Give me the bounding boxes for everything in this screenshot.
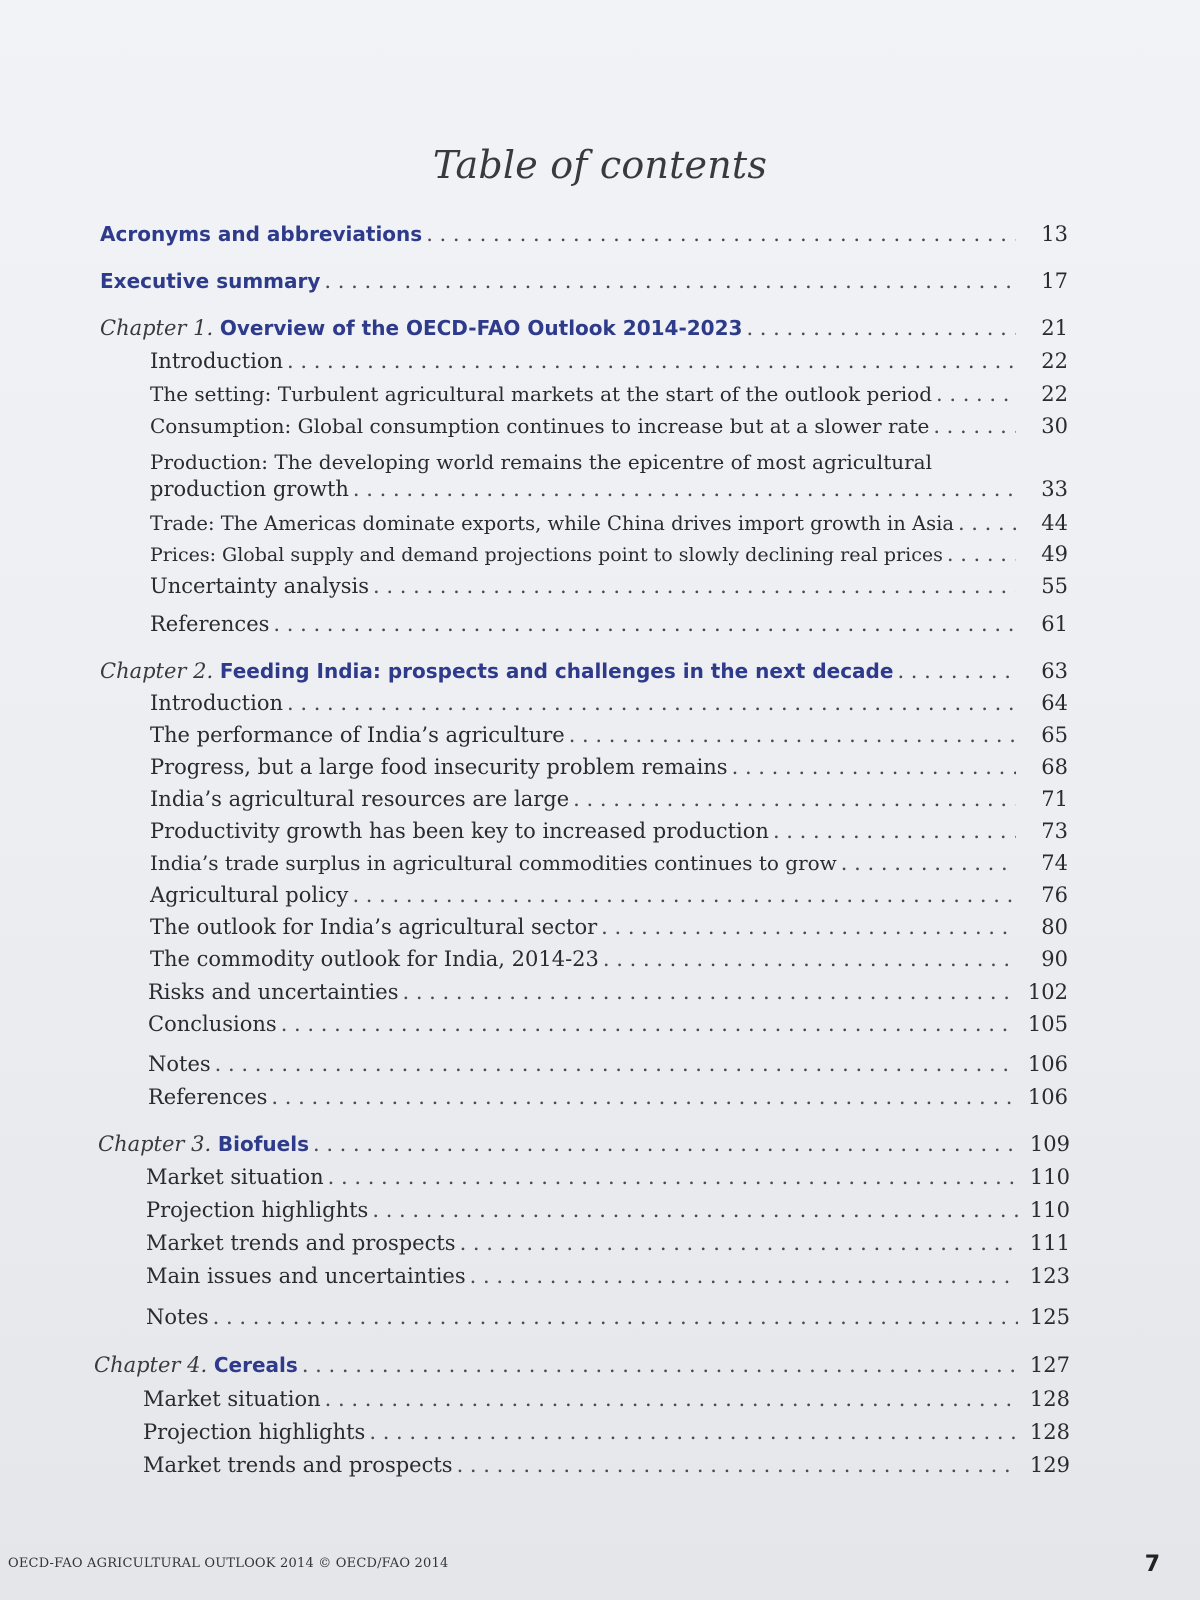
dot-leader [569,723,1016,747]
toc-entry-label: Introduction [150,691,283,715]
toc-entry[interactable] [150,787,1068,817]
toc-page-number: 22 [1041,349,1068,373]
toc-entry-label: Prices: Global supply and demand projections point to slowly declining real prices [150,544,943,566]
toc-entry-label: Introduction [150,349,283,373]
toc-page-number: 71 [1041,787,1068,811]
toc-entry-label: Executive summary [100,269,321,293]
toc-page-number: 22 [1041,382,1068,406]
toc-entry[interactable] [150,691,1068,721]
dot-leader [457,1453,1018,1477]
dot-leader [936,382,1016,406]
toc-page-number: 127 [1029,1353,1070,1377]
page-title: Table of contents [432,143,768,187]
toc-entry[interactable] [150,612,1068,642]
dot-leader [273,612,1016,636]
toc-chapter-2[interactable] [100,659,1068,689]
toc-entry-label: Notes [146,1305,209,1329]
footer-page-number: 7 [1144,1552,1160,1577]
dot-leader [933,414,1016,438]
toc-page-number: 64 [1041,691,1068,715]
dot-leader [302,1353,1018,1377]
toc-page-number: 106 [1027,1085,1068,1109]
toc-entry-label: The outlook for India’s agricultural sector [150,915,598,939]
toc-entry[interactable] [150,851,1068,881]
toc-entry-label: Market trends and prospects [146,1231,456,1255]
toc-page-number: 110 [1029,1198,1070,1222]
toc-page-number: 128 [1029,1420,1070,1444]
dot-leader [287,349,1016,373]
dot-leader [271,1085,1016,1109]
dot-leader [746,316,1016,340]
dot-leader [897,659,1016,683]
toc-page-number: 90 [1041,947,1068,971]
toc-entry[interactable] [148,1052,1068,1082]
toc-entry-label: India’s trade surplus in agricultural commodities continues to grow [150,851,837,875]
chapter-prefix: Chapter 2. [100,659,214,683]
dot-leader [373,574,1016,598]
toc-entry-label: References [150,612,270,636]
toc-page-number: 76 [1041,883,1068,907]
toc-entry-label: Market situation [143,1387,321,1411]
dot-leader [328,1165,1018,1189]
dot-leader [353,477,1016,501]
toc-page-number: 55 [1041,574,1068,598]
toc-page-number: 111 [1029,1231,1070,1255]
toc-entry-acronyms[interactable] [100,222,1068,252]
toc-page-number: 63 [1041,659,1068,683]
chapter-title: Overview of the OECD-FAO Outlook 2014-2023 [219,316,743,340]
toc-entry-line1 [150,450,932,474]
toc-page-number: 74 [1041,851,1068,875]
dot-leader [287,691,1016,715]
chapter-prefix: Chapter 1. [100,316,214,340]
toc-chapter-3[interactable] [98,1132,1070,1162]
toc-entry-label: Uncertainty analysis [150,574,370,598]
toc-page-number: 123 [1029,1264,1070,1288]
toc-entry-label: The setting: Turbulent agricultural markets at the start of the outlook period [150,382,932,406]
toc-entry-label: References [148,1085,268,1109]
toc-page-number: 129 [1029,1453,1070,1477]
toc-entry[interactable] [148,1085,1068,1115]
dot-leader [372,1198,1018,1222]
toc-entry[interactable] [150,947,1068,977]
toc-entry[interactable] [150,755,1068,785]
dot-leader [947,542,1016,566]
toc-entry-label: Production: The developing world remains the epicentre of most agricultural [150,450,933,474]
toc-entry-label: Projection highlights [143,1420,366,1444]
toc-entry-label: Trade: The Americas dominate exports, while China drives import growth in Asia [150,512,954,535]
toc-entry-label: Market situation [146,1165,324,1189]
toc-entry[interactable] [150,349,1068,379]
toc-chapter-1[interactable] [100,316,1068,346]
toc-entry-label: Notes [148,1052,211,1076]
toc-chapter-4[interactable] [94,1353,1070,1383]
toc-page-number: 61 [1041,612,1068,636]
toc-page-number: 68 [1041,755,1068,779]
chapter-title: Feeding India: prospects and challenges in the next decade [219,659,894,683]
toc-entry-label: Agricultural policy [150,883,349,907]
dot-leader [958,511,1016,535]
toc-entry-label: Market trends and prospects [143,1453,453,1477]
dot-leader [313,1132,1018,1156]
toc-entry-label: Main issues and uncertainties [146,1264,466,1288]
toc-entry[interactable] [150,915,1068,945]
footer-copyright: OECD-FAO AGRICULTURAL OUTLOOK 2014 © OECD/FAO 2014 [8,1556,449,1571]
toc-page-number: 44 [1041,511,1068,535]
toc-page-number: 105 [1027,1012,1068,1036]
toc-page-number: 17 [1041,269,1068,293]
toc-entry-executive-summary[interactable] [100,269,1068,299]
toc-entry[interactable] [150,883,1068,913]
toc-page-number: 21 [1041,316,1068,340]
toc-entry[interactable] [150,477,1068,507]
toc-entry[interactable] [150,382,1068,412]
chapter-title: Cereals [213,1353,298,1377]
toc-entry-label: Productivity growth has been key to increased production [150,819,769,843]
dot-leader [352,883,1016,907]
dot-leader [573,787,1016,811]
toc-entry[interactable] [150,819,1068,849]
dot-leader [460,1231,1018,1255]
toc-page-number: 110 [1029,1165,1070,1189]
dot-leader [281,1012,1016,1036]
dot-leader [324,269,1016,293]
toc-entry-label: Conclusions [148,1012,277,1036]
toc-entry[interactable] [150,414,1068,444]
toc-entry[interactable] [146,1198,1070,1228]
dot-leader [773,819,1016,843]
dot-leader [213,1305,1018,1329]
toc-entry-label: production growth [150,477,349,501]
toc-page-number: 102 [1027,980,1068,1004]
toc-page-number: 30 [1041,414,1068,438]
toc-page-number: 80 [1041,915,1068,939]
toc-page-number: 73 [1041,819,1068,843]
dot-leader [841,851,1016,875]
toc-entry[interactable] [146,1264,1070,1294]
dot-leader [402,980,1016,1004]
toc-page-number: 13 [1041,222,1068,246]
dot-leader [426,222,1016,246]
toc-page-number: 128 [1029,1387,1070,1411]
toc-entry[interactable] [143,1420,1070,1450]
toc-page-number: 49 [1041,542,1068,566]
dot-leader [732,755,1016,779]
toc-entry[interactable] [150,511,1068,541]
toc-entry[interactable] [143,1453,1070,1483]
toc-entry-label: Consumption: Global consumption continues to increase but at a slower rate [150,414,930,438]
toc-page-number: 125 [1029,1305,1070,1329]
toc-entry-label: Risks and uncertainties [148,980,399,1004]
dot-leader [601,915,1016,939]
dot-leader [603,947,1016,971]
toc-entry[interactable] [150,723,1068,753]
toc-page-number: 33 [1041,477,1068,501]
toc-entry[interactable] [150,542,1068,572]
toc-entry-label: Acronyms and abbreviations [100,222,423,246]
toc-page-number: 109 [1029,1132,1070,1156]
dot-leader [470,1264,1018,1288]
dot-leader [325,1387,1018,1411]
toc-entry[interactable] [146,1305,1070,1335]
dot-leader [369,1420,1018,1444]
toc-entry[interactable] [146,1231,1070,1261]
toc-entry[interactable] [148,1012,1068,1042]
toc-entry-label: Projection highlights [146,1198,369,1222]
toc-entry-label: The performance of India’s agriculture [150,723,565,747]
toc-page-number: 106 [1027,1052,1068,1076]
toc-entry-label: The commodity outlook for India, 2014-23 [150,947,599,971]
toc-entry[interactable] [148,980,1068,1010]
toc-entry-label: India’s agricultural resources are large [150,787,570,811]
chapter-prefix: Chapter 4. [94,1353,208,1377]
toc-entry-label: Progress, but a large food insecurity problem remains [150,755,728,779]
chapter-prefix: Chapter 3. [98,1132,212,1156]
toc-entry[interactable] [146,1165,1070,1195]
toc-entry[interactable] [143,1387,1070,1417]
chapter-title: Biofuels [217,1132,309,1156]
dot-leader [215,1052,1016,1076]
toc-page-number: 65 [1041,723,1068,747]
toc-entry[interactable] [150,574,1068,604]
